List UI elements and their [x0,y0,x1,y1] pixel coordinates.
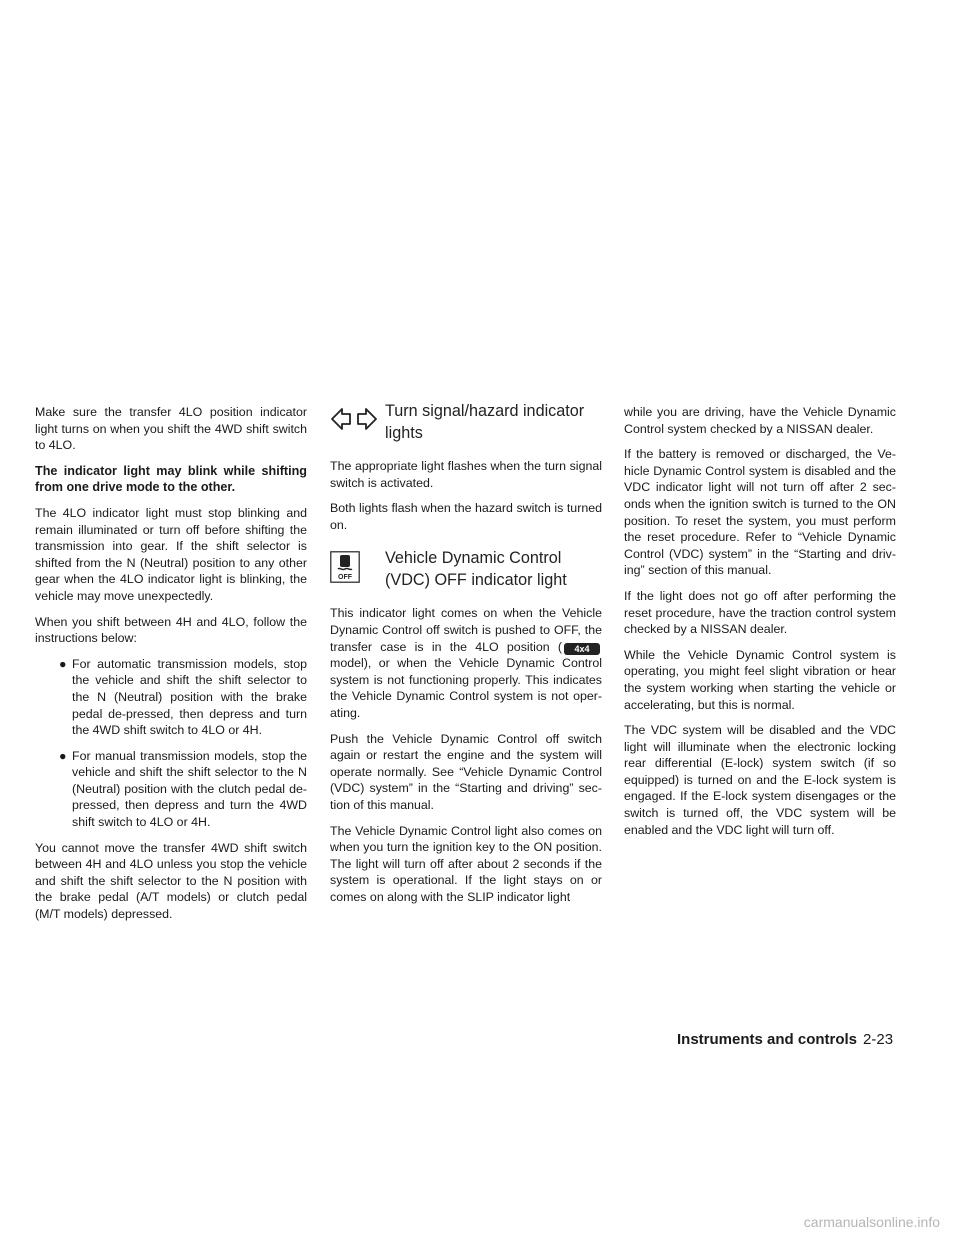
column-3 [624,404,896,847]
vdc-off-label: OFF [338,574,352,582]
section-title: Turn signal/hazard indicator lights [385,402,585,442]
4x4-icon: 4x4 [564,643,600,655]
bullet-icon: ● [59,656,67,671]
turn-signal-icon [330,404,378,448]
list-item: ● For automatic transmission models, stop the vehicle and shift the shift selector to the N (Neutral) position with the brake pedal de-pressed, then depress and turn the 4WD shift switch to 4LO or 4H. [59,656,307,738]
paragraph: Make sure the transfer 4LO position indicator light turns on when you shift the 4WD shift switch to 4LO. [35,405,307,453]
page-number: 2-23 [863,1031,894,1048]
paragraph: The VDC system will be disabled and the VDC light will illuminate when the electronic locking rear differential (E-lock) system switch (if so equipped) is turned on and the E-lock system is engaged. If the E-lock system disengages or the switch is turned off, the VDC system will be enabled and the VDC light will turn off. [624,723,896,837]
paragraph: The appropriate light flashes when the turn signal switch is activated. [330,459,602,490]
paragraph: If the light does not go off after performing the reset procedure, have the traction control system checked by a NISSAN dealer. [624,588,896,637]
paragraph: When you shift between 4H and 4LO, follow the instructions below: [35,614,307,646]
bold-warning: The indicator light may blink while shifting from one drive mode to the other. [35,463,307,495]
paragraph: Both lights flash when the hazard switch is turned on. [330,501,602,532]
watermark: carmanualsonline.info [803,1214,940,1230]
paragraph: If the battery is removed or discharged, the Ve-hicle Dynamic Control system is disabled and the VDC indicator light will not turn off after 2 sec-onds when the ignition switch is turned to the ON position. To reset the system, you must perform the reset procedure. Refer to “Vehicle Dynamic Control (VDC) system” in the “Starting and driv-ing” section of this manual. [624,447,896,578]
column-1 [35,404,307,932]
section-heading-turn-signal [330,400,602,448]
section-title: Vehicle Dynamic Control (VDC) OFF indicator light [385,549,567,590]
page-footer [677,1031,893,1048]
column-2 [330,400,602,914]
paragraph: The 4LO indicator light must stop blinking and remain illuminated or turn off before shifting the transmission into gear. If the shift selector is shifted from the N (Neutral) position to any other gear when the 4LO indicator light is blinking, the vehicle may move unexpectedly. [35,505,307,603]
paragraph: You cannot move the transfer 4WD shift switch between 4H and 4LO unless you stop the vehicle and shift the shift selector to the N position with the brake pedal (A/T models) or clutch pedal (M/T models) depressed. [35,840,307,922]
paragraph: This indicator light comes on when the Vehicle Dynamic Control off switch is pushed to OFF, the transfer case is in the 4LO position ( 4x4model), or when the Vehicle Dynamic Control system is not functioning properly. This indicates the Vehicle Dynamic Control system is not oper-ating. [330,606,602,720]
paragraph: while you are driving, have the Vehicle Dynamic Control system checked by a NISSAN dealer. [624,405,896,436]
section-heading-vdc [330,547,602,595]
paragraph: Push the Vehicle Dynamic Control off switch again or restart the engine and the system will operate normally. See “Vehicle Dynamic Control (VDC) system” in the “Starting and driving” sec-tion of this manual. [330,731,602,812]
section-name: Instruments and controls [677,1031,858,1048]
list-item: ● For manual transmission models, stop the vehicle and shift the shift selector to the N (Neutral) position with the clutch pedal de-pressed, then depress and turn the 4WD shift switch to 4LO or 4H. [59,748,307,830]
paragraph: The Vehicle Dynamic Control light also comes on when you turn the ignition key to the ON position. The light will turn off after about 2 seconds if the system is operational. If the light stays on or comes on along with the SLIP indicator light [330,823,602,904]
instruction-list [35,656,307,831]
bullet-icon: ● [59,748,67,763]
vdc-off-icon [330,551,378,595]
paragraph: While the Vehicle Dynamic Control system is operating, you might feel slight vibration or hear the system working when starting the vehicle or accelerating, but this is normal. [624,647,896,712]
